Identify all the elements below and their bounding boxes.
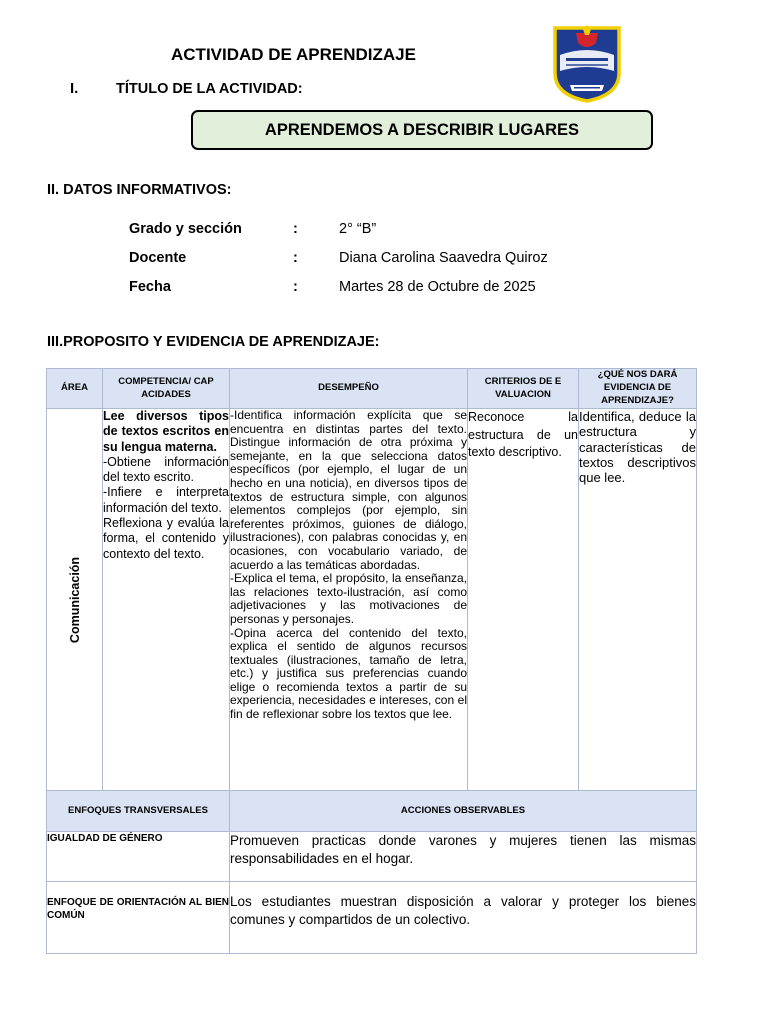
area-cell [47, 409, 103, 791]
header-desempeno: DESEMPEÑO [230, 369, 468, 409]
school-crest-logo [552, 25, 622, 103]
info-colon: : [293, 279, 298, 295]
area-name: Comunicación [67, 556, 82, 643]
enfoque-accion: Promueven practicas donde varones y mujeres tienen las mismas responsabilidades en el hogar. [230, 832, 697, 882]
info-label-fecha: Fecha [129, 279, 171, 295]
proposito-table [46, 368, 697, 954]
header-criterios: CRITERIOS DE E VALUACION [468, 369, 579, 409]
enfoque-name: ENFOQUE DE ORIENTACIÓN AL BIEN COMÚN [47, 882, 230, 954]
info-value-grado: 2° “B” [339, 221, 377, 237]
header-competencia: COMPETENCIA/ CAP ACIDADES [103, 369, 230, 409]
datos-heading: II. DATOS INFORMATIVOS: [47, 182, 232, 198]
capacidad-item: -Infiere e interpreta información del texto. [103, 485, 229, 515]
competencia-title: Lee diversos tipos de textos escritos en su lengua materna. [103, 409, 229, 454]
header-area: ÁREA [47, 369, 103, 409]
criterio-cell: Reconoce la estructura de un texto descriptivo. [468, 409, 579, 791]
competencia-cell [103, 409, 230, 791]
enfoque-accion: Los estudiantes muestran disposición a valorar y proteger los bienes comunes y compartidos de un colectivo. [230, 882, 697, 954]
info-colon: : [293, 250, 298, 266]
enfoque-name: IGUALDAD DE GÉNERO [47, 832, 230, 882]
header-acciones: ACCIONES OBSERVABLES [230, 791, 697, 832]
info-label-docente: Docente [129, 250, 187, 266]
header-enfoques: ENFOQUES TRANSVERSALES [47, 791, 230, 832]
info-value-fecha: Martes 28 de Octubre de 2025 [339, 279, 536, 295]
capacidad-item: -Obtiene información del texto escrito. [103, 454, 229, 485]
proposito-heading: III.PROPOSITO Y EVIDENCIA DE APRENDIZAJE: [47, 334, 380, 350]
document-title: ACTIVIDAD DE APRENDIZAJE [171, 45, 416, 64]
desempeno-item: -Explica el tema, el propósito, la enseñanza, las relaciones texto-ilustración, así como adjetivaciones y las motivaciones de personas y personajes. [230, 571, 467, 626]
info-label-grado: Grado y sección [129, 221, 242, 237]
section-1-label: TÍTULO DE LA ACTIVIDAD: [116, 81, 303, 97]
header-evidencia: ¿QUÉ NOS DARÁ EVIDENCIA DE APRENDIZAJE? [579, 369, 697, 409]
section-1-number: I. [70, 80, 79, 97]
evidencia-cell: Identifica, deduce la estructura y características de textos descriptivos que lee. [579, 409, 697, 791]
info-colon: : [293, 221, 298, 237]
activity-title-box: APRENDEMOS A DESCRIBIR LUGARES [191, 110, 653, 150]
desempeno-cell [230, 409, 468, 791]
desempeno-item: -Opina acerca del contenido del texto, explica el sentido de algunos recursos textuales (ilustraciones, tamaño de letra, etc.) y justifica sus preferencias cuando elige o recomienda textos a partir de su experiencia, necesidades e intereses, con el fin de reflexionar sobre los textos que lee. [230, 625, 467, 722]
desempeno-item: -Identifica información explícita que se encuentra en distintas partes del texto. Distingue información de otra próxima y semejante, en la que selecciona datos específicos (por ejemplo, el lugar de un hecho en una noticia), en diversos tipos de textos de estructura simple, con algunos elementos complejos (por ejemplo, sin referentes próximos, guiones de diálogo, ilustraciones), con palabras conocidas y, en ocasiones, con vocabulario variado, de acuerdo a las temáticas abordadas. [230, 408, 467, 572]
capacidad-item: Reflexiona y evalúa la forma, el contenido y contexto del texto. [103, 516, 229, 561]
info-value-docente: Diana Carolina Saavedra Quiroz [339, 250, 548, 266]
